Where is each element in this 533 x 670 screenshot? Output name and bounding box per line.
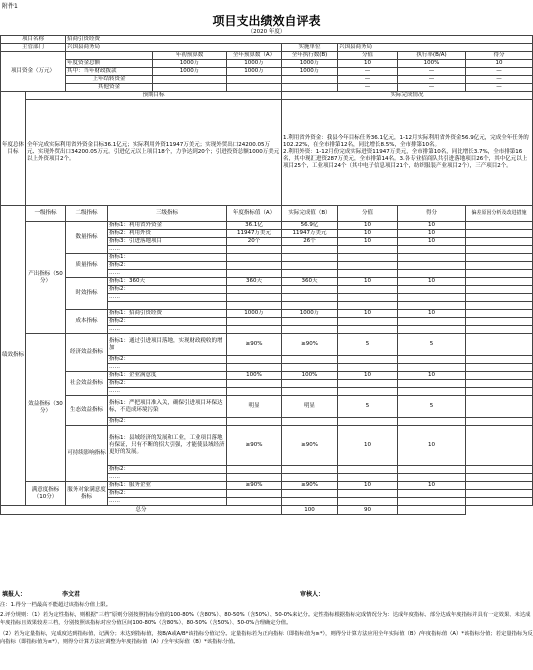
indicator-name: 指标1：服务企业	[108, 482, 227, 490]
indicator-name: 指标2：	[108, 286, 227, 294]
funds-row	[1, 68, 533, 76]
project-name-label: 项目名称	[1, 36, 66, 44]
indicator-score-max: 10	[338, 482, 398, 490]
indicator-target: 20个	[227, 238, 282, 246]
funds-cell: —	[338, 84, 398, 92]
quality-label: 质量指标	[66, 254, 108, 278]
indicator-target: 11947万美元	[227, 230, 282, 238]
output-label: 产出指标（50分）	[26, 222, 66, 334]
indicator-name: ……	[108, 270, 227, 278]
table-row	[1, 482, 533, 490]
funds-cell	[227, 76, 282, 84]
sustain-label: 可持续影响指标	[66, 426, 108, 482]
notes	[0, 601, 533, 648]
funds-col-6: 得分	[466, 52, 533, 60]
funds-col-3: 全年执行数(B)	[282, 52, 338, 60]
indicator-name: 指标2：	[108, 380, 227, 388]
social-label: 社会效益指标	[66, 372, 108, 396]
indicator-score: 10	[398, 278, 466, 286]
table-row	[1, 426, 533, 466]
perf-col-7: 得分	[398, 206, 466, 222]
funds-cell: 1000万	[227, 60, 282, 68]
indicator-target: 1000万	[227, 310, 282, 318]
table-row	[1, 396, 533, 418]
indicator-name: 指标2：	[108, 318, 227, 326]
funds-row-name: 其中：当年财政拨款	[66, 68, 153, 76]
report-year: （2020 年度）	[247, 29, 286, 35]
funds-cell	[153, 84, 227, 92]
table-row	[1, 278, 533, 286]
indicator-name: 指标2：	[108, 418, 227, 426]
funds-cell: —	[466, 84, 533, 92]
funds-cell: —	[466, 68, 533, 76]
indicator-name: ……	[108, 326, 227, 334]
perf-col-6: 分值	[338, 206, 398, 222]
indicator-name: 指标1：招商引资经费	[108, 310, 227, 318]
indicator-actual: ≥90%	[282, 426, 338, 466]
funds-cell: 1000万	[227, 68, 282, 76]
funds-row-name: 其他资金	[66, 84, 153, 92]
indicator-score-max: 10	[338, 222, 398, 230]
indicator-name: 指标1：县域经济的发展和工业，工业项目落地有保证，只有不断的招大引强，才能使县域经济更好的发展。	[108, 426, 227, 466]
indicator-score: 10	[398, 230, 466, 238]
indicator-actual: 11947万美元	[282, 230, 338, 238]
funds-cell	[282, 84, 338, 92]
indicator-target: 100%	[227, 372, 282, 380]
indicator-score-max: 10	[338, 230, 398, 238]
indicator-actual: 100%	[282, 372, 338, 380]
indicator-score: 10	[398, 238, 466, 246]
indicator-score-max: 5	[338, 396, 398, 418]
total-score: 90	[338, 506, 398, 515]
reviewer-label: 审核人：	[300, 591, 325, 598]
total-label: 总分	[1, 506, 282, 515]
funds-row-name: 上年结转资金	[66, 76, 153, 84]
row-goals-header	[1, 92, 533, 100]
indicator-name: ……	[108, 474, 227, 482]
indicator-name: 指标1：严把项目准入关，确保引进项目环保达标，不造成环境污染	[108, 396, 227, 418]
funds-cell: 10	[338, 60, 398, 68]
indicator-name: 指标2：	[108, 490, 227, 498]
perf-col-2: 二级指标	[66, 206, 108, 222]
perf-col-5: 实际完成值（B）	[282, 206, 338, 222]
funds-cell: —	[398, 76, 466, 84]
funds-label: 项目资金（万元）	[1, 52, 66, 92]
row-project-name	[1, 36, 533, 44]
funds-col-1: 年初预算数	[153, 52, 227, 60]
indicator-score-max: 10	[338, 372, 398, 380]
indicator-score-max: 10	[338, 426, 398, 466]
table-row	[1, 222, 533, 230]
indicator-actual: ≥90%	[282, 482, 338, 490]
indicator-name: 指标1：通过引进项目落地，实现财政税收的增加	[108, 334, 227, 356]
table-row	[1, 372, 533, 380]
goals-expected-header: 预期目标	[26, 92, 282, 100]
exec-unit-value: 兴国县商务局	[338, 44, 533, 52]
row-funds-header	[1, 52, 533, 60]
indicator-target: 明显	[227, 396, 282, 418]
indicator-actual: 26个	[282, 238, 338, 246]
indicator-name: ……	[108, 498, 227, 506]
ecology-label: 生态效益指标	[66, 396, 108, 426]
indicator-score: 10	[398, 482, 466, 490]
funds-cell	[227, 84, 282, 92]
indicator-target: 360天	[227, 278, 282, 286]
dept-value: 兴国县商务局	[66, 44, 282, 52]
goals-expected-text: 全年完成实际利用省外资金目标36.1亿元；实际利用外资11947万美元；实现外贸出口24200.05万元、实现外贸出口34200.05万元。引进亿元以上项目18个，力争达到20个；引进投资总额1000万美元以上外资项目2个。	[26, 100, 282, 206]
funds-cell: —	[398, 68, 466, 76]
note-2: 2.评分规则：（1）若为定性指标，则根据“三档”原则分别按照指标分值的100-80%（含80%）、80-50%（含50%）、50-0%来记分。定性指标根据指标完成情况分为：达成年度指标、部分达成年度指标并具有一定效果、未达成年度指标且效果较差三档，分别按照该指标对应分值区间100-80%（含80%）、80-50%（含50%）、50-0%合理确定分值。	[0, 612, 531, 627]
funds-cell: —	[398, 84, 466, 92]
perf-side-label: 绩效指标	[1, 206, 26, 506]
row-dept	[1, 44, 533, 52]
indicator-name: 指标2：	[108, 466, 227, 474]
indicator-target: ≥90%	[227, 482, 282, 490]
note-1: 注：1.得分一档最高不能超过该指标分值上限。	[0, 602, 111, 608]
funds-row	[1, 76, 533, 84]
funds-cell: 1000万	[282, 60, 338, 68]
funds-col-2: 全年预算数（A）	[227, 52, 282, 60]
indicator-score: 10	[398, 426, 466, 466]
indicator-score-max: 5	[338, 334, 398, 356]
funds-cell	[153, 76, 227, 84]
indicator-name: ……	[108, 246, 227, 254]
funds-col-5: 执行率(B/A)	[398, 52, 466, 60]
funds-row	[1, 60, 533, 68]
benefit-label: 效益指标（30分）	[26, 334, 66, 482]
econ-label: 经济效益指标	[66, 334, 108, 372]
perf-col-4: 年度指标值（A）	[227, 206, 282, 222]
indicator-actual: 1000万	[282, 310, 338, 318]
perf-col-8: 偏差原因分析及改进措施	[466, 206, 533, 222]
indicator-score: 10	[398, 372, 466, 380]
project-name-value: 招商引资经费	[66, 36, 533, 44]
indicator-target: 36.1亿	[227, 222, 282, 230]
quantity-label: 数量指标	[66, 222, 108, 254]
indicator-actual: 56.9亿	[282, 222, 338, 230]
table-row	[1, 334, 533, 356]
indicator-score: 5	[398, 396, 466, 418]
cost-label: 成本指标	[66, 310, 108, 334]
dept-label: 主管部门	[1, 44, 66, 52]
indicator-score: 5	[398, 334, 466, 356]
perf-col-3: 三级指标	[108, 206, 227, 222]
annex-label: 附件1	[2, 3, 18, 10]
timeliness-label: 时效指标	[66, 278, 108, 310]
funds-cell: 1000万	[153, 60, 227, 68]
indicator-name: 指标2：	[108, 356, 227, 364]
indicator-name: ……	[108, 294, 227, 302]
funds-cell: 1000万	[153, 68, 227, 76]
indicator-score-max: 10	[338, 238, 398, 246]
filler-name: 李文君	[62, 591, 81, 598]
funds-cell: —	[338, 76, 398, 84]
indicator-name: 指标2：利用外资	[108, 230, 227, 238]
goals-actual-text: 1.利用省外资金：我县今年目标任务36.1亿元，1-12月实际利用省外资金56.9亿元，完成全年任务的102.22%，在全市排第12名，同比增长8.5%，全市排第10名。 2.利用外资：1-12月份完成实际进资11947万美元，全市排第10名，同比增长3.7%，全市排第16名，其中现汇进资287万美元，全市排第14名。3.各专业招商队共引进落地项目26个，其中亿元以上项目25个，工业项目24个（其中电子信息项目21个，纺织服装产业项目2个），三产项目2个。	[282, 100, 533, 206]
note-3: （2）若为定量指标，完成度达到指标值，记满分；未达到指标值，按B/A或A/B*该指标分值记分。定量指标若为正向指标（即指标值为≥*），则得分计算方法应用全年实际值（B）/年度指标值（A）*该指标分值；若定量指标为反向指标（即指标值为≤*），则得分计算方法应调整为年度指标值（A）/全年实际值（B）*该指标分值。	[0, 630, 533, 645]
self-evaluation-table	[0, 35, 533, 515]
indicator-score-max: 10	[338, 278, 398, 286]
indicator-name: ……	[108, 364, 227, 372]
indicator-name: 指标2：	[108, 262, 227, 270]
indicator-score-max: 10	[338, 310, 398, 318]
table-row	[1, 254, 533, 262]
indicator-target: ≥90%	[227, 426, 282, 466]
service-label: 服务对象满意度指标	[66, 482, 108, 506]
funds-cell	[282, 76, 338, 84]
funds-col-4: 分值	[338, 52, 398, 60]
indicator-actual: 明显	[282, 396, 338, 418]
perf-col-1: 一级指标	[26, 206, 66, 222]
exec-unit-label: 实施单位	[282, 44, 338, 52]
indicator-name: 指标1：360天	[108, 278, 227, 286]
filler-label: 填报人：	[2, 591, 27, 598]
indicator-actual: ≥90%	[282, 334, 338, 356]
row-perf-header	[1, 206, 533, 222]
indicator-name: ……	[108, 388, 227, 396]
indicator-actual: 360天	[282, 278, 338, 286]
funds-cell: —	[338, 68, 398, 76]
indicator-name: 指标1：	[108, 254, 227, 262]
indicator-name: 指标3：引进落地项目	[108, 238, 227, 246]
total-score-max: 100	[282, 506, 338, 515]
funds-row-name: 年度资金总额	[66, 60, 153, 68]
funds-cell: 1000万	[282, 68, 338, 76]
goals-label: 年度总体目标	[1, 92, 26, 206]
indicator-name: 指标1：企业满意度	[108, 372, 227, 380]
table-row	[1, 310, 533, 318]
funds-cell: 10	[466, 60, 533, 68]
indicator-target: ≥90%	[227, 334, 282, 356]
satisfaction-label: 满意度指标（10分）	[26, 482, 66, 506]
indicator-name: 指标1：利用省外资金	[108, 222, 227, 230]
goals-actual-header: 实际完成情况	[282, 92, 533, 100]
funds-row	[1, 84, 533, 92]
funds-cell: —	[466, 76, 533, 84]
indicator-score: 10	[398, 222, 466, 230]
page-title: 项目支出绩效自评表	[212, 14, 321, 28]
row-total	[1, 506, 533, 515]
funds-cell: 100%	[398, 60, 466, 68]
indicator-score: 10	[398, 310, 466, 318]
row-goals-body	[1, 100, 533, 206]
